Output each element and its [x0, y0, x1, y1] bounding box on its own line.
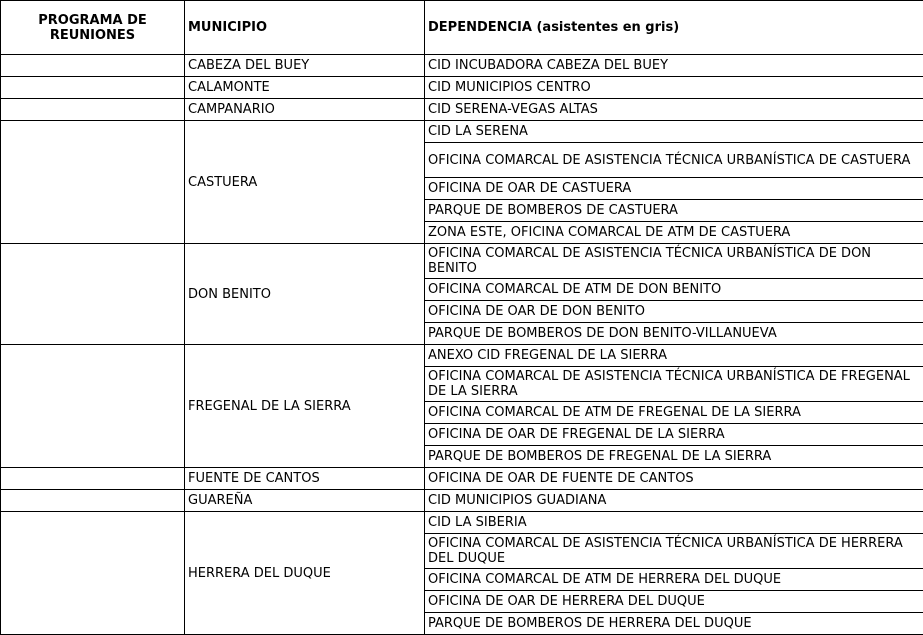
dependencia-cell: OFICINA DE OAR DE FUENTE DE CANTOS — [425, 468, 923, 490]
dependencia-cell: PARQUE DE BOMBEROS DE HERRERA DEL DUQUE — [425, 613, 923, 635]
municipio-cell: HERRERA DEL DUQUE — [185, 512, 425, 635]
dependencia-cell: OFICINA COMARCAL DE ATM DE DON BENITO — [425, 279, 923, 301]
dependencia-cell: OFICINA COMARCAL DE ASISTENCIA TÉCNICA URBANÍSTICA DE CASTUERA — [425, 143, 923, 178]
dependencia-cell: CID LA SIBERIA — [425, 512, 923, 534]
dependencia-cell: OFICINA DE OAR DE CASTUERA — [425, 178, 923, 200]
dependencia-cell: PARQUE DE BOMBEROS DE DON BENITO-VILLANUEVA — [425, 323, 923, 345]
dependencia-cell: ANEXO CID FREGENAL DE LA SIERRA — [425, 345, 923, 367]
dependencia-cell: OFICINA DE OAR DE DON BENITO — [425, 301, 923, 323]
header-row — [1, 1, 923, 55]
table-row — [1, 77, 923, 99]
header-dependencia: DEPENDENCIA (asistentes en gris) — [425, 1, 923, 55]
dependencia-cell: CID LA SERENA — [425, 121, 923, 143]
dependencia-cell: CID INCUBADORA CABEZA DEL BUEY — [425, 55, 923, 77]
table-row — [1, 99, 923, 121]
dependencia-cell: OFICINA COMARCAL DE ATM DE FREGENAL DE LA SIERRA — [425, 402, 923, 424]
dependencia-cell: PARQUE DE BOMBEROS DE FREGENAL DE LA SIERRA — [425, 446, 923, 468]
municipio-cell: FUENTE DE CANTOS — [185, 468, 425, 490]
dependencia-cell: CID MUNICIPIOS GUADIANA — [425, 490, 923, 512]
programa-cell — [1, 244, 185, 345]
dependencia-cell: OFICINA COMARCAL DE ASISTENCIA TÉCNICA URBANÍSTICA DE FREGENAL DE LA SIERRA — [425, 367, 923, 402]
municipio-cell: CABEZA DEL BUEY — [185, 55, 425, 77]
municipio-cell: DON BENITO — [185, 244, 425, 345]
programa-cell — [1, 121, 185, 244]
programa-cell — [1, 55, 185, 77]
table-row — [1, 55, 923, 77]
table-row — [1, 244, 923, 279]
header-programa: PROGRAMA DE REUNIONES — [1, 1, 185, 55]
dependencia-cell: PARQUE DE BOMBEROS DE CASTUERA — [425, 200, 923, 222]
dependencia-cell: CID MUNICIPIOS CENTRO — [425, 77, 923, 99]
table-row — [1, 121, 923, 143]
dependencia-cell: OFICINA COMARCAL DE ATM DE HERRERA DEL DUQUE — [425, 569, 923, 591]
programa-cell — [1, 468, 185, 490]
dependencia-cell: OFICINA COMARCAL DE ASISTENCIA TÉCNICA URBANÍSTICA DE DON BENITO — [425, 244, 923, 279]
table-row — [1, 468, 923, 490]
programa-cell — [1, 77, 185, 99]
table-row — [1, 345, 923, 367]
programa-cell — [1, 512, 185, 635]
table-row — [1, 490, 923, 512]
municipio-cell: CASTUERA — [185, 121, 425, 244]
header-municipio: MUNICIPIO — [185, 1, 425, 55]
programa-cell — [1, 99, 185, 121]
dependencia-cell: OFICINA COMARCAL DE ASISTENCIA TÉCNICA URBANÍSTICA DE HERRERA DEL DUQUE — [425, 534, 923, 569]
programa-cell — [1, 345, 185, 468]
municipio-cell: CALAMONTE — [185, 77, 425, 99]
dependencia-cell: CID SERENA-VEGAS ALTAS — [425, 99, 923, 121]
dependencia-cell: ZONA ESTE, OFICINA COMARCAL DE ATM DE CASTUERA — [425, 222, 923, 244]
municipio-cell: CAMPANARIO — [185, 99, 425, 121]
municipio-cell: GUAREÑA — [185, 490, 425, 512]
table-body — [1, 55, 923, 635]
programa-cell — [1, 490, 185, 512]
dependencia-cell: OFICINA DE OAR DE HERRERA DEL DUQUE — [425, 591, 923, 613]
municipio-cell: FREGENAL DE LA SIERRA — [185, 345, 425, 468]
dependencia-cell: OFICINA DE OAR DE FREGENAL DE LA SIERRA — [425, 424, 923, 446]
table-row — [1, 512, 923, 534]
